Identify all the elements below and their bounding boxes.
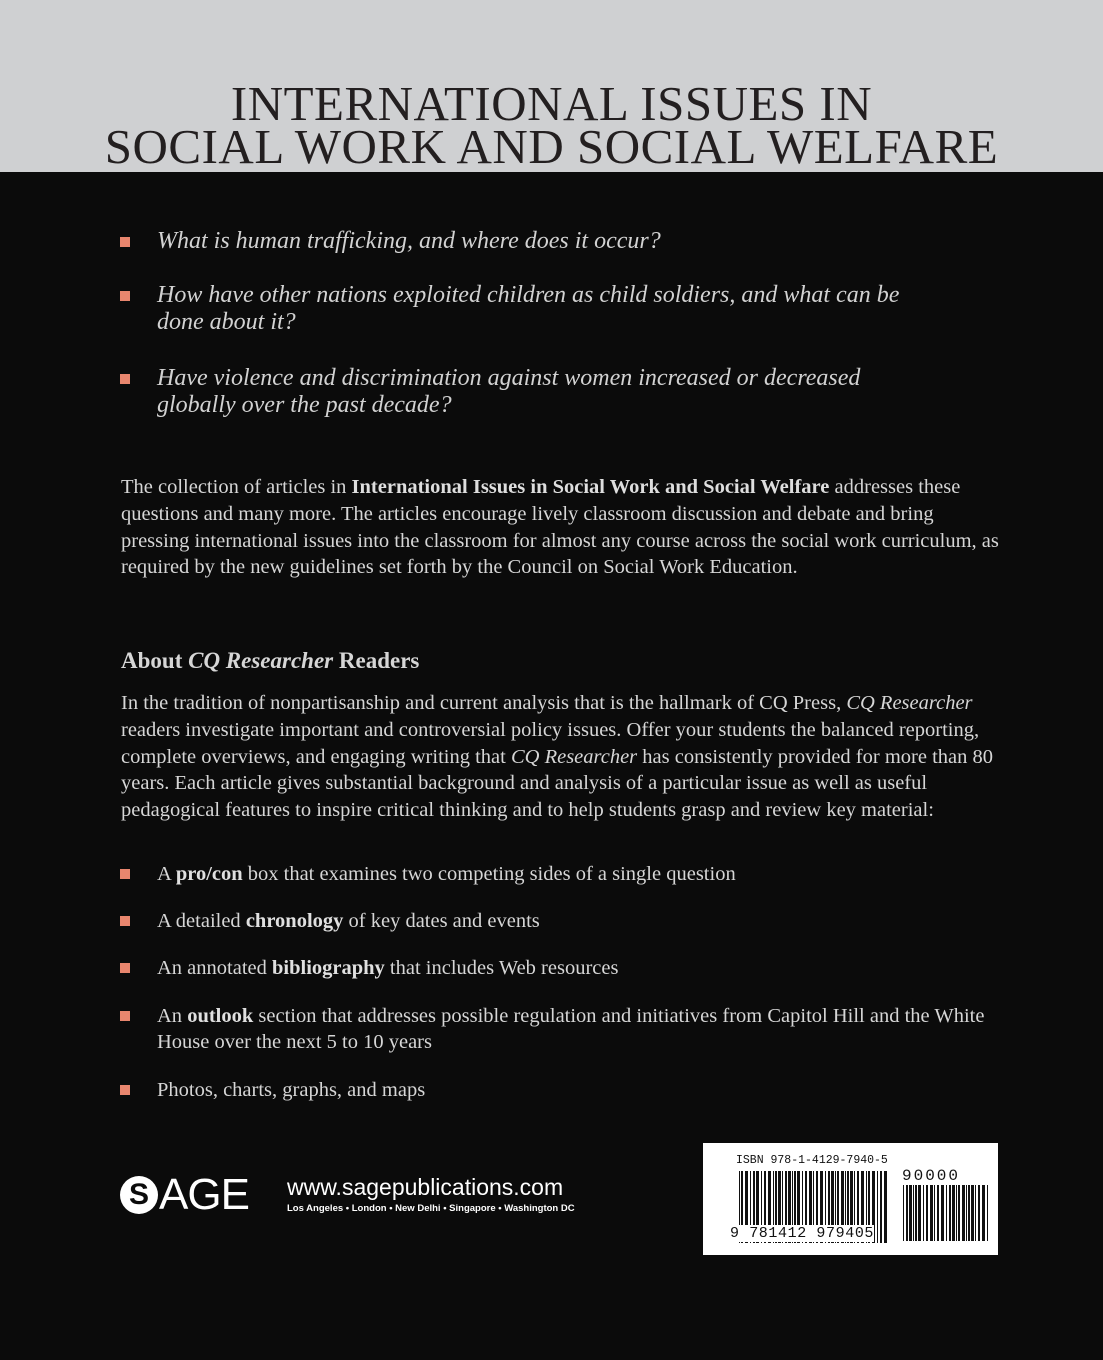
question-3: Have violence and discrimination against women increased or decreased globally over the past decade? <box>157 365 861 418</box>
about-paragraph: In the tradition of nonpartisanship and current analysis that is the hallmark of CQ Press, CQ Researcher readers investigate important and controversial policy issues. Offer your students the balanced reporting, complete overviews, and engaging writing that CQ Researcher has consistently provided for more than 80 years. Each article gives substantial background and analysis of a particular issue as well as useful pedagogical features to inspire critical thinking and to help students grasp and review key material: <box>121 692 993 822</box>
bullet-square-icon <box>120 291 130 301</box>
bullet-square-icon <box>120 374 130 384</box>
sage-logo-s-icon: S <box>120 1176 158 1214</box>
title-banner <box>0 0 1103 172</box>
feature-item: A detailed chronology of key dates and events <box>157 910 540 932</box>
publisher-cities: Los Angeles • London • New Delhi • Singapore • Washington DC <box>287 1203 575 1214</box>
book-title-line-2: SOCIAL WORK AND SOCIAL WELFARE <box>104 119 999 174</box>
sage-logo-wordmark: AGE <box>159 1170 249 1219</box>
about-heading: About CQ Researcher Readers <box>121 648 420 673</box>
barcode-digits: 9 781412 979405 <box>730 1225 875 1242</box>
feature-item: Photos, charts, graphs, and maps <box>157 1079 426 1101</box>
question-1: What is human trafficking, and where does it occur? <box>157 228 661 254</box>
bullet-square-icon <box>120 916 130 926</box>
sage-logo <box>120 1172 249 1218</box>
bullet-square-icon <box>120 1085 130 1095</box>
feature-item: An outlook section that addresses possible regulation and initiatives from Capitol Hill and the White House over the next 5 to 10 years <box>157 1005 985 1053</box>
bullet-square-icon <box>120 963 130 973</box>
question-2: How have other nations exploited children as child soldiers, and what can be done about it? <box>157 282 900 335</box>
bullet-square-icon <box>120 237 130 247</box>
book-title-inline: International Issues in Social Work and Social Welfare <box>351 476 830 498</box>
bullet-square-icon <box>120 1011 130 1021</box>
isbn-label: ISBN 978-1-4129-7940-5 <box>736 1154 888 1167</box>
intro-paragraph: The collection of articles in International Issues in Social Work and Social Welfare addresses these questions and many more. The articles encourage lively classroom discussion and debate and bring pressing international issues into the classroom for almost any course across the social work curriculum, as required by the new guidelines set forth by the Council on Social Work Education. <box>121 476 999 579</box>
price-code: 90000 <box>902 1167 961 1185</box>
bullet-square-icon <box>120 869 130 879</box>
feature-item: A pro/con box that examines two competing sides of a single question <box>157 863 736 885</box>
feature-item: An annotated bibliography that includes Web resources <box>157 957 619 979</box>
publisher-url[interactable]: www.sagepublications.com <box>287 1174 564 1200</box>
isbn-barcode <box>703 1143 998 1255</box>
book-title-line-1: INTERNATIONAL ISSUES IN <box>230 76 873 131</box>
